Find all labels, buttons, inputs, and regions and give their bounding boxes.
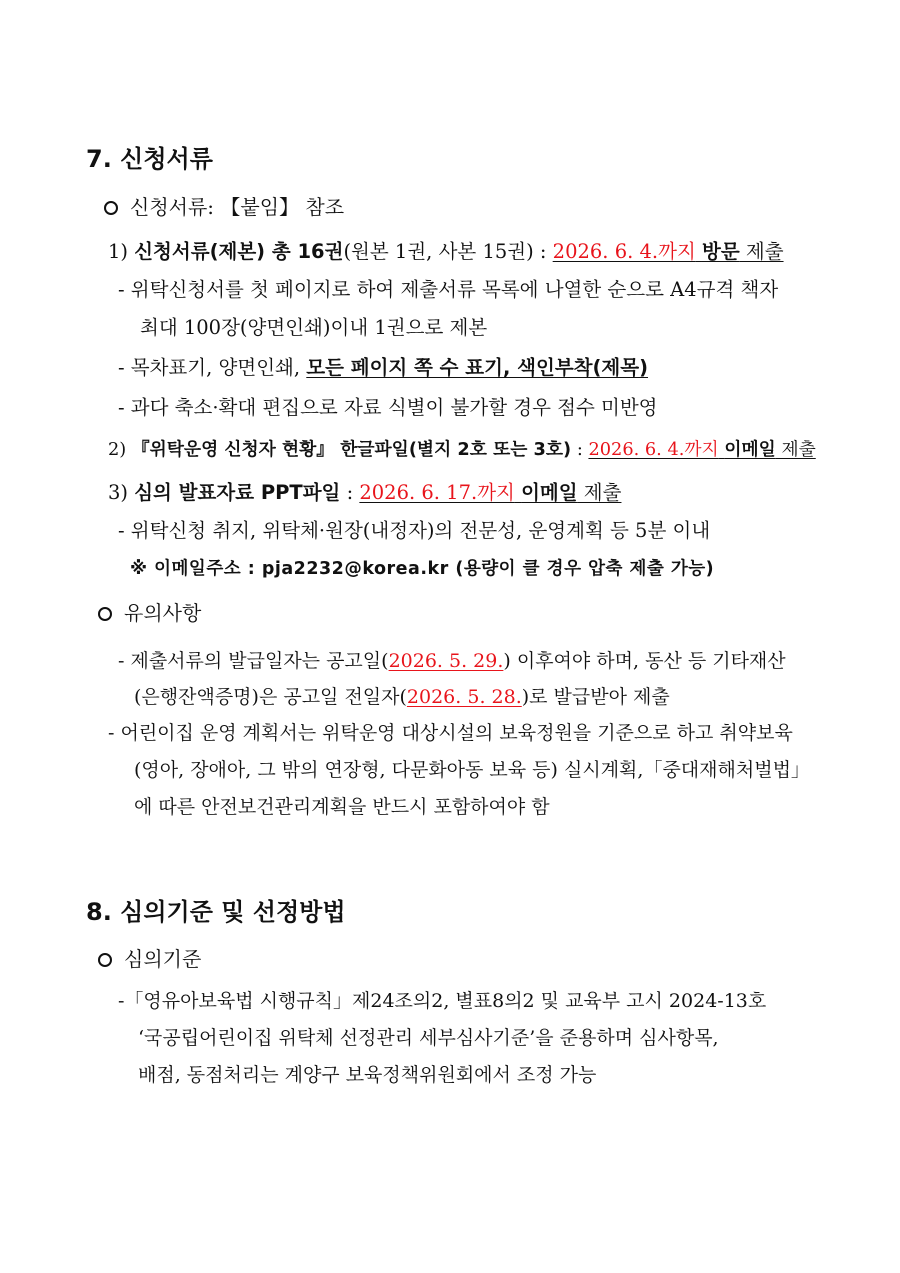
criteria-line-2: ‘국공립어린이집 위탁체 선정관리 세부심사기준’을 준용하며 심사항목, <box>138 1027 719 1049</box>
item-1-desc-2-emphasis: 모든 페이지 쪽 수 표기, 색인부착(제목) <box>306 356 649 379</box>
item-3-colon: : <box>340 481 360 504</box>
note-2-line-3: 에 따른 안전보건관리계획을 반드시 포함하여야 함 <box>134 796 550 818</box>
item-1-desc-2-text: - 목차표기, 양면인쇄, <box>118 356 307 379</box>
item-1 <box>108 239 784 265</box>
item-1-desc-line-2: 최대 100장(양면인쇄)이내 1권으로 제본 <box>140 316 488 339</box>
section-7-title: 7. 신청서류 <box>86 145 213 173</box>
item-3-number: 3) <box>108 481 135 504</box>
item-2-method: 이메일 <box>724 440 776 460</box>
criteria-heading-text: 심의기준 <box>124 947 202 971</box>
criteria-line-3: 배점, 동점처리는 계양구 보육정책위원회에서 조정 가능 <box>138 1064 597 1086</box>
item-1-method: 방문 <box>701 240 740 263</box>
item-3 <box>108 480 621 506</box>
item-1-number: 1) <box>108 240 135 263</box>
note-1-text-a: - 제출서류의 발급일자는 공고일( <box>118 650 389 672</box>
item-2-submit: 제출 <box>775 440 816 460</box>
item-2 <box>108 437 816 463</box>
item-1-detail: (원본 1권, 사본 15권) : <box>343 240 553 263</box>
notes-heading <box>98 600 201 626</box>
note-1-line-2-text-a: (은행잔액증명)은 공고일 전일자( <box>134 686 407 708</box>
item-3-submit: 제출 <box>577 481 622 504</box>
item-1-submit: 제출 <box>739 240 784 263</box>
note-1-line-2-text-b: )로 발급받아 제출 <box>521 686 670 708</box>
criteria-line-1: -「영유아보육법 시행규칙」제24조의2, 별표8의2 및 교육부 고시 2024-13호 <box>118 990 767 1012</box>
note-1-text-b: ) 이후여야 하며, 동산 등 기타재산 <box>503 650 786 672</box>
note-1-line-1 <box>118 648 786 674</box>
item-2-deadline: 2026. 6. 4.까지 <box>588 440 719 460</box>
note-1-line-2 <box>134 684 670 710</box>
note-1-line-2-date: 2026. 5. 28. <box>406 686 522 708</box>
item-1-desc-2 <box>118 355 648 381</box>
application-docs-heading <box>104 194 344 220</box>
item-1-deadline: 2026. 6. 4.까지 <box>552 240 696 263</box>
section-8-title: 8. 심의기준 및 선정방법 <box>86 898 346 926</box>
notes-heading-text: 유의사항 <box>124 601 202 625</box>
note-2-line-2: (영아, 장애아, 그 밖의 연장형, 다문화아동 보육 등) 실시계획,「중대재해처벌법」 <box>134 759 810 781</box>
note-2-line-1: - 어린이집 운영 계획서는 위탁운영 대상시설의 보육정원을 기준으로 하고 취약보육 <box>108 722 793 744</box>
item-3-title: 심의 발표자료 PPT파일 <box>134 481 341 504</box>
item-2-colon: : <box>571 440 589 460</box>
note-1-date: 2026. 5. 29. <box>388 650 504 672</box>
item-1-desc-3: - 과다 축소·확대 편집으로 자료 식별이 불가할 경우 점수 미반영 <box>118 396 658 419</box>
item-3-method: 이메일 <box>521 481 578 504</box>
circle-bullet-icon <box>104 201 118 215</box>
email-notice: ※ 이메일주소 : pja2232@korea.kr (용량이 클 경우 압축 제출 가능) <box>130 559 715 579</box>
item-2-title: 『위탁운영 신청자 현황』 한글파일(별지 2호 또는 3호) <box>131 440 572 460</box>
application-docs-heading-text: 신청서류: 【붙임】 참조 <box>130 195 345 219</box>
criteria-heading <box>98 946 201 972</box>
item-3-desc: - 위탁신청 취지, 위탁체·원장(내정자)의 전문성, 운영계획 등 5분 이내 <box>118 519 711 542</box>
circle-bullet-icon <box>98 607 112 621</box>
item-3-deadline: 2026. 6. 17.까지 <box>359 481 515 504</box>
item-1-desc-line-1 <box>118 277 813 303</box>
item-1-desc-line-1-text: - 위탁신청서를 첫 페이지로 하여 제출서류 목록에 나열한 순으로 A4규격 책자 <box>118 278 779 301</box>
circle-bullet-icon <box>98 953 112 967</box>
item-2-number: 2) <box>108 440 132 460</box>
item-1-title: 신청서류(제본) 총 16권 <box>134 240 344 263</box>
